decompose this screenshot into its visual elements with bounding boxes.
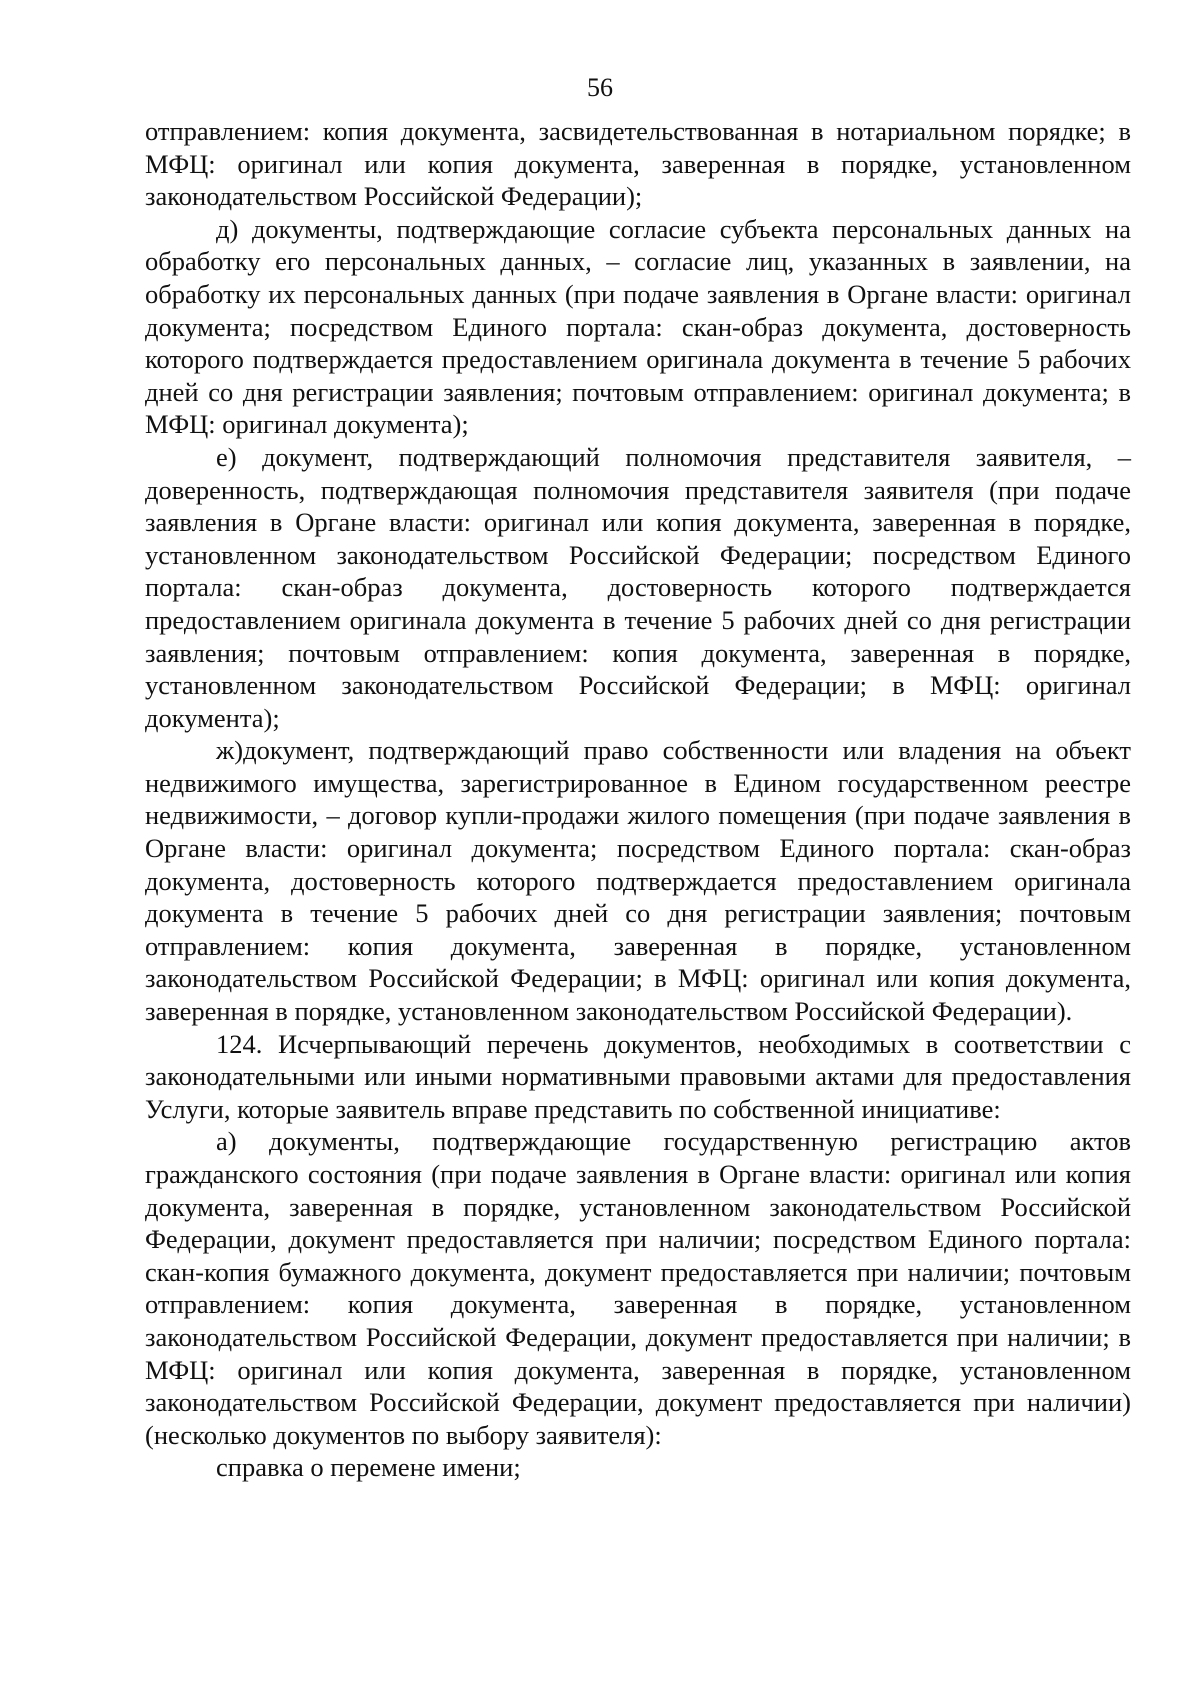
paragraph-name-change-certificate: справка о перемене имени; — [216, 1452, 521, 1483]
paragraph-item-zh: ж)документ, подтверждающий право собственности или владения на объект недвижимого имущества, зарегистрированное в Едином государственном реестре недвижимости, – договор купли-продажи жилого помещения (при подаче заявления в Органе власти: оригинал документа; посредством Единого портала: скан-образ документа, достоверность которого подтверждается предоставлением оригинала документа в течение 5 рабочих дней со дня регистрации заявления; почтовым отправлением: копия документа, заверенная в порядке, установленном законодательством Российской Федерации; в МФЦ: оригинал или копия документа, заверенная в порядке, установленном законодательством Российской Федерации). — [145, 735, 1131, 1027]
paragraph-item-d: д) документы, подтверждающие согласие субъекта персональных данных на обработку его персональных данных, – согласие лиц, указанных в заявлении, на обработку их персональных данных (при подаче заявления в Органе власти: оригинал документа; посредством Единого портала: скан-образ документа, достоверность которого подтверждается предоставлением оригинала документа в течение 5 рабочих дней со дня регистрации заявления; почтовым отправлением: оригинал документа; в МФЦ: оригинал документа); — [145, 213, 1131, 440]
paragraph-item-a: а) документы, подтверждающие государственную регистрацию актов гражданского состояния (при подаче заявления в Органе власти: оригинал или копия документа, заверенная в порядке, установленном законодательством Российской Федерации, документ предоставляется при наличии; посредством Единого портала: скан-копия бумажного документа, документ предоставляется при наличии; почтовым отправлением: копия документа, заверенная в порядке, установленном законодательством Российской Федерации, документ предоставляется при наличии; в МФЦ: оригинал или копия документа, заверенная в порядке, установленном законодательством Российской Федерации, документ предоставляется при наличии) (несколько документов по выбору заявителя): — [145, 1126, 1131, 1450]
paragraph-clause-124: 124. Исчерпывающий перечень документов, необходимых в соответствии с законодательными или иными нормативными правовыми актами для предоставления Услуги, которые заявитель вправе представить по собственной инициативе: — [145, 1028, 1131, 1124]
document-body — [145, 115, 1131, 1484]
paragraph-item-e: е) документ, подтверждающий полномочия представителя заявителя, – доверенность, подтверждающая полномочия представителя заявителя (при подаче заявления в Органе власти: оригинал или копия документа, заверенная в порядке, установленном законодательством Российской Федерации; посредством Единого портала: скан-образ документа, достоверность которого подтверждается предоставлением оригинала документа в течение 5 рабочих дней со дня регистрации заявления; почтовым отправлением: копия документа, заверенная в порядке, установленном законодательством Российской Федерации; в МФЦ: оригинал документа); — [145, 441, 1131, 733]
page-number: 56 — [587, 73, 613, 102]
paragraph-continuation: отправлением: копия документа, засвидетельствованная в нотариальном порядке; в МФЦ: оригинал или копия документа, заверенная в порядке, установленном законодательством Российской Федерации); — [145, 116, 1131, 212]
